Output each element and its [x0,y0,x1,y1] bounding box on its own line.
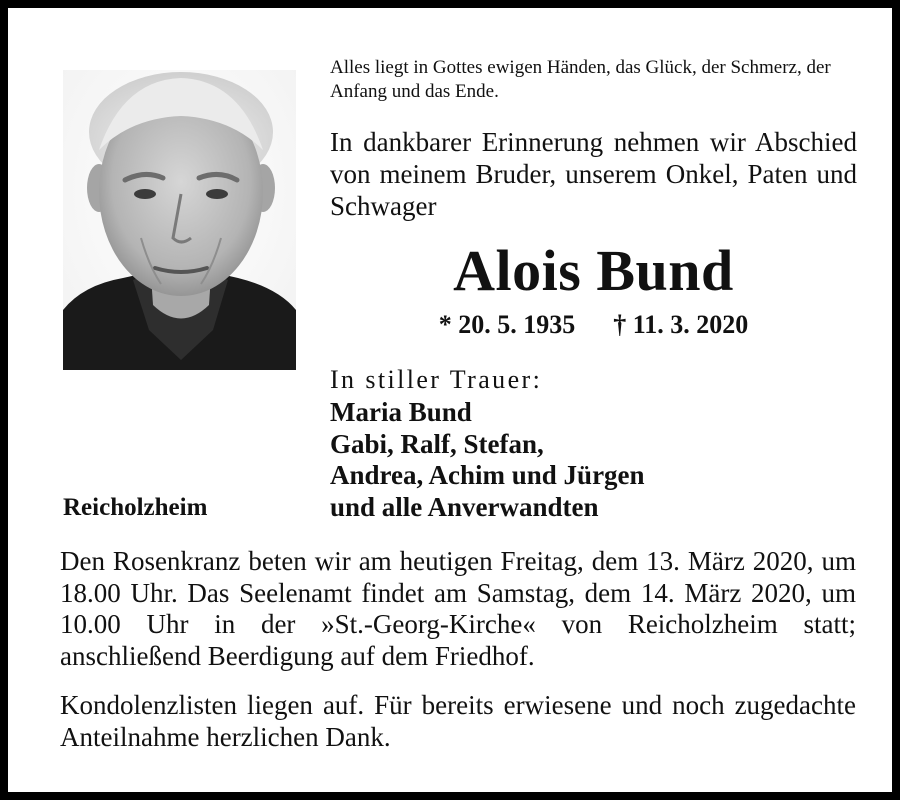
portrait-photo [63,70,296,370]
town-name: Reicholzheim [63,494,208,521]
service-details-paragraph: Den Rosenkranz beten wir am heutigen Freitag, dem 13. März 2020, um 18.00 Uhr. Das Seelenamt findet am Samstag, dem 14. März 2020, um 10.00 Uhr in der »St.-Georg-Kirche« von Reicholzheim statt; anschließend Beerdigung auf dem Friedhof. [60,546,856,671]
mourner-line: Andrea, Achim und Jürgen [330,460,645,490]
mourner-line: Gabi, Ralf, Stefan, [330,428,544,459]
mourners-list [330,397,645,523]
deceased-name: Alois Bund [453,238,734,303]
mourning-heading: In stiller Trauer: [330,365,543,394]
birth-date: * 20. 5. 1935 [438,310,576,339]
life-dates [330,308,857,342]
mourner-line: Maria Bund [330,397,472,427]
intro-text: In dankbarer Erinnerung nehmen wir Abschied von meinem Bruder, unserem Onkel, Paten und Schwager [330,127,857,221]
death-date: † 11. 3. 2020 [613,310,749,339]
quote-text: Alles liegt in Gottes ewigen Händen, das Glück, der Schmerz, der Anfang und das Ende. [330,57,831,102]
mourner-line: und alle Anverwandten [330,491,599,522]
thanks-paragraph: Kondolenzlisten liegen auf. Für bereits erwiesene und noch zugedachte Anteilnahme herzlichen Dank. [60,690,856,752]
